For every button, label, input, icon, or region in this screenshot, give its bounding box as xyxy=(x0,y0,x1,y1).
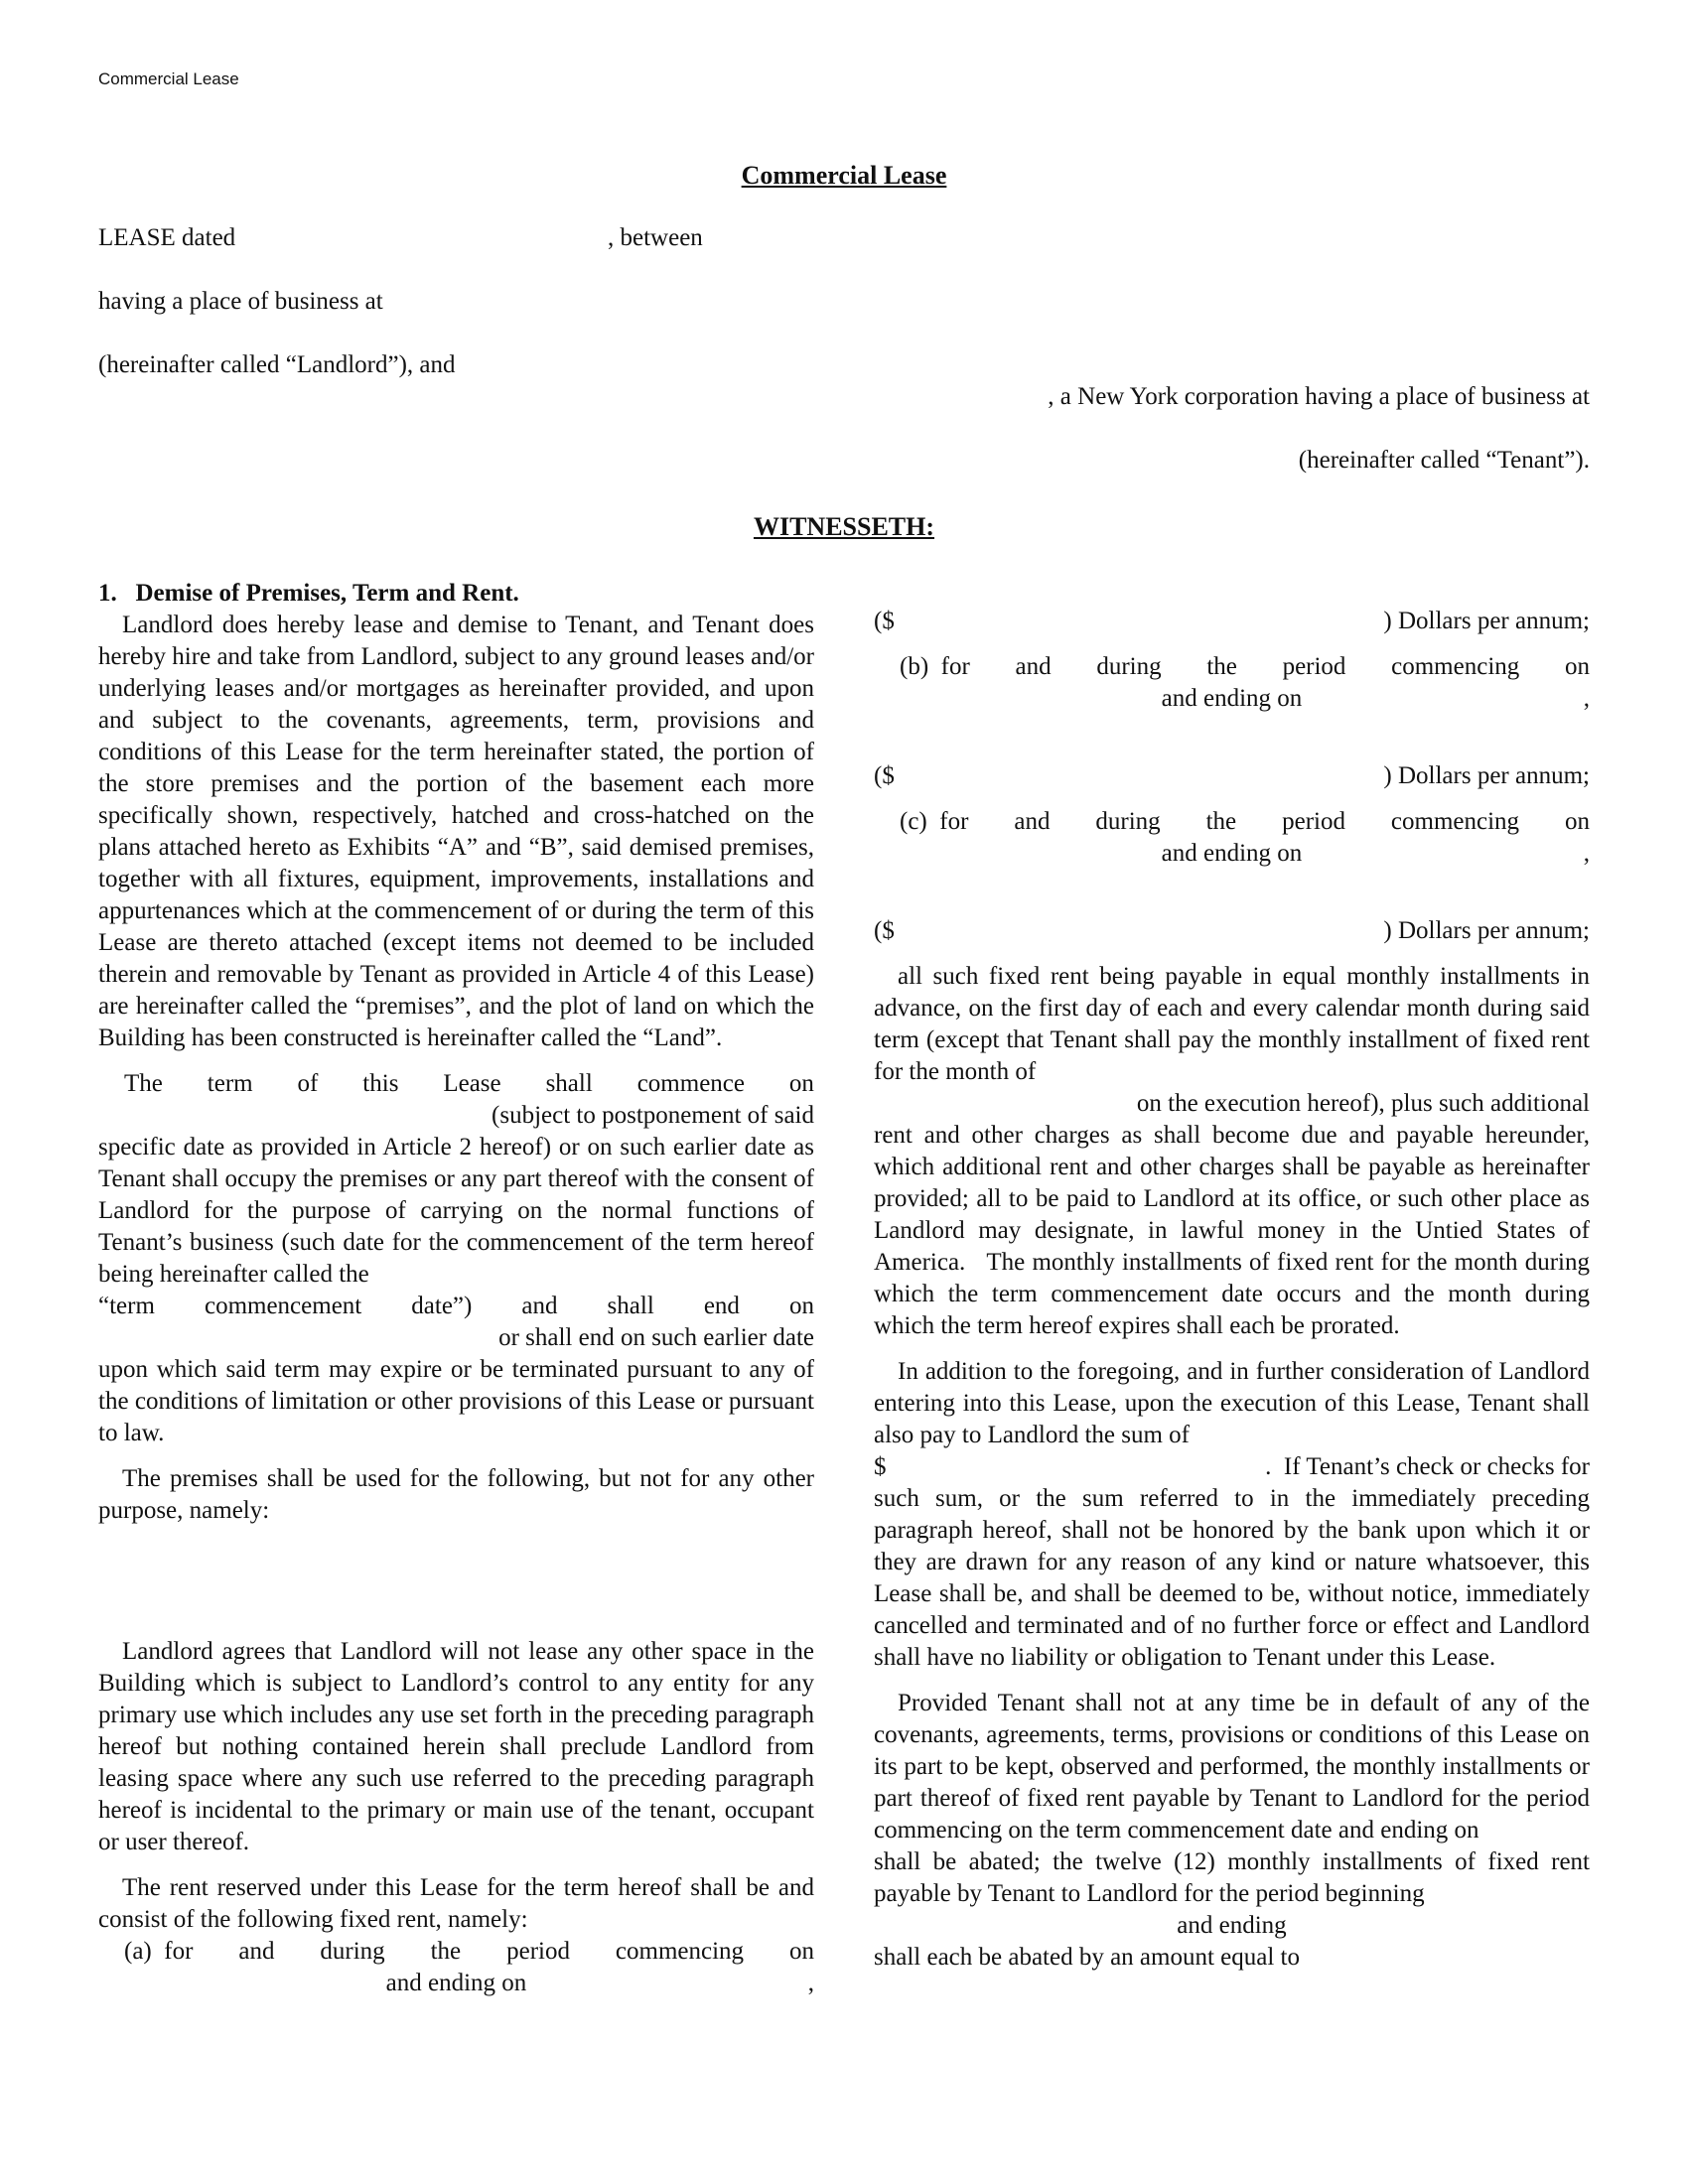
word: shall xyxy=(545,1070,593,1097)
between-label: , between xyxy=(608,224,703,251)
word: period xyxy=(1282,653,1346,680)
rent-item-b-ending xyxy=(874,683,1590,715)
term-commence-line xyxy=(98,1068,814,1100)
word: The xyxy=(124,1070,163,1097)
comma: , xyxy=(1583,685,1590,712)
right-column xyxy=(874,606,1590,1974)
use-paragraph: The premises shall be used for the following, but not for any other purpose, namely: xyxy=(98,1465,814,1524)
and-ending-on-label: and ending on xyxy=(1161,685,1303,712)
word: during xyxy=(320,1938,385,1965)
word: commencing xyxy=(615,1938,745,1965)
dollar-open: ($ xyxy=(874,762,895,789)
word: and xyxy=(1015,653,1052,680)
dollar-open: ($ xyxy=(874,917,895,944)
abatement-text-2: shall be abated; the twelve (12) monthly installments of fixed rent payable by Tenant to Landlord for the period beginning xyxy=(874,1848,1590,1907)
word: on xyxy=(788,1938,814,1965)
comma: , xyxy=(807,1970,814,1996)
rent-item-c-line xyxy=(874,806,1590,838)
comma: , xyxy=(1583,840,1590,867)
landlord-definition: (hereinafter called “Landlord”), and xyxy=(98,351,456,378)
word: Lease xyxy=(443,1070,501,1097)
rent-item-a-ending xyxy=(98,1968,814,1999)
word: period xyxy=(506,1938,570,1965)
addition-text-1: In addition to the foregoing, and in further consideration of Landlord entering into this Lease, upon the execution of this Lease, Tenant shall also pay to Landlord the sum of xyxy=(874,1358,1590,1448)
addition-paragraph xyxy=(874,1356,1590,1674)
word: commencement xyxy=(204,1293,362,1319)
word: “term xyxy=(98,1293,155,1319)
addition-check-text: . If Tenant’s check or checks for xyxy=(1265,1453,1590,1480)
dollars-per-annum: ) Dollars per annum; xyxy=(1383,917,1590,944)
word: (c) for xyxy=(900,808,969,835)
term-paragraph-middle: specific date as provided in Article 2 hereof) or on such earlier date as Tenant shall occupy the premises or any part thereof with the consent of Landlord for the purpose of carrying on the normal functions of Tenant’s business (such date for the commencement of the term hereof being hereinafter called the xyxy=(98,1134,814,1288)
dollars-per-annum: ) Dollars per annum; xyxy=(1383,608,1590,634)
word: date”) xyxy=(411,1293,473,1319)
tenant-definition: (hereinafter called “Tenant”). xyxy=(1298,447,1590,474)
word: (b) for xyxy=(900,653,970,680)
dollars-per-annum: ) Dollars per annum; xyxy=(1383,762,1590,789)
word: on xyxy=(1564,808,1590,835)
abatement-paragraph xyxy=(874,1688,1590,1974)
word: the xyxy=(1206,653,1237,680)
rent-item-a-line xyxy=(98,1936,814,1968)
word: on xyxy=(788,1293,814,1319)
place-of-business-label: having a place of business at xyxy=(98,288,383,315)
dollar-open: ($ xyxy=(874,608,895,634)
word: commence xyxy=(636,1070,745,1097)
witnesseth-heading: WITNESSETH: xyxy=(753,512,935,541)
word: shall xyxy=(607,1293,654,1319)
word: the xyxy=(430,1938,462,1965)
fixed-rent-text-2: on the execution hereof), plus such additional xyxy=(1136,1090,1590,1117)
word: and xyxy=(238,1938,275,1965)
word: of xyxy=(297,1070,319,1097)
term-paragraph-end: upon which said term may expire or be terminated pursuant to any of the conditions of limitation or other provisions of this Lease or pursuant to law. xyxy=(98,1356,814,1446)
term-earlier-date: or shall end on such earlier date xyxy=(498,1324,814,1351)
abatement-and-ending: and ending xyxy=(1177,1912,1287,1939)
section-1-heading: 1. Demise of Premises, Term and Rent. xyxy=(98,580,519,607)
rent-b-amount-line xyxy=(874,760,1590,792)
rent-c-amount-line xyxy=(874,915,1590,947)
addition-text-2: such sum, or the sum referred to in the immediately preceding paragraph hereof, shall not be honored by the bank upon which it or they are drawn for any reason of any kind or nature whatsoever, this Lease shall be, and shall be deemed to be, without notice, immediately cancelled and terminated and of no further force or effect and Landlord shall have no liability or obligation to Tenant under this Lease. xyxy=(874,1485,1590,1671)
landlord-agrees-paragraph: Landlord agrees that Landlord will not lease any other space in the Building which is subject to Landlord’s control to any entity for any primary use which includes any use set forth in the preceding paragraph hereof but nothing contained herein shall preclude Landlord from leasing space where any such use referred to the preceding paragraph hereof is incidental to the primary or main use of the tenant, occupant or user thereof. xyxy=(98,1638,814,1855)
word: (a) for xyxy=(124,1938,194,1965)
addition-dollar: $ xyxy=(874,1453,887,1480)
lease-dated-label: LEASE dated xyxy=(98,224,236,251)
rent-a-amount-line xyxy=(874,606,1590,637)
word: on xyxy=(1564,653,1590,680)
word: during xyxy=(1096,653,1162,680)
abatement-text-1: Provided Tenant shall not at any time be in default of any of the covenants, agreements, terms, provisions or conditions of this Lease on its part to be kept, observed and performed, the monthly installments or part thereof of fixed rent payable by Tenant to Landlord for the period commencing on the term commencement date and ending on xyxy=(874,1690,1590,1843)
word: and xyxy=(1014,808,1051,835)
fixed-rent-text-3: rent and other charges as shall become due and payable hereunder, which additional rent and other charges shall be payable as hereinafter provided; all to be paid to Landlord at its office, or such other place as Landlord may designate, in lawful money in the Untied States of America. The monthly installments of fixed rent for the month during which the term commencement date occurs and the month during which the term hereof expires shall each be prorated. xyxy=(874,1122,1590,1339)
demise-paragraph: Landlord does hereby lease and demise to Tenant, and Tenant does hereby hire and take from Landlord, subject to any ground leases and/or underlying leases and/or mortgages as hereinafter provided, and upon and subject to the covenants, agreements, term, provisions and conditions of this Lease for the term hereinafter stated, the portion of the store premises and the portion of the basement each more specifically shown, respectively, hatched and cross-hatched on the plans attached hereto as Exhibits “A” and “B”, said demised premises, together with all fixtures, equipment, improvements, installations and appurtenances which at the commencement of or during the term of this Lease are thereto attached (except items not deemed to be included therein and removable by Tenant as provided in Article 4 of this Lease) are hereinafter called the “premises”, and the plot of land on which the Building has been constructed is hereinafter called the “Land”. xyxy=(98,612,814,1051)
ny-corporation-label: , a New York corporation having a place of business at xyxy=(1048,383,1590,410)
rent-item-b-line xyxy=(874,651,1590,683)
word: the xyxy=(1205,808,1237,835)
and-ending-on-label: and ending on xyxy=(1161,840,1303,867)
word: and xyxy=(521,1293,558,1319)
word: term xyxy=(207,1070,253,1097)
word: period xyxy=(1282,808,1345,835)
fixed-rent-paragraph xyxy=(874,961,1590,1342)
rent-item-c-ending xyxy=(874,838,1590,870)
word: during xyxy=(1095,808,1161,835)
term-paragraph xyxy=(98,1068,814,1449)
left-column xyxy=(98,578,814,1999)
rent-reserved-paragraph: The rent reserved under this Lease for the term hereof shall be and consist of the following fixed rent, namely: xyxy=(98,1874,814,1933)
document-title: Commercial Lease xyxy=(741,161,947,190)
word: commencing xyxy=(1391,653,1520,680)
word: commencing xyxy=(1390,808,1520,835)
and-ending-on-label: and ending on xyxy=(385,1970,527,1996)
abatement-text-3: shall each be abated by an amount equal to xyxy=(874,1944,1301,1971)
fixed-rent-text-1: all such fixed rent being payable in equal monthly installments in advance, on the first day of each and every calendar month during said term (except that Tenant shall pay the monthly installment of fixed rent for the month of xyxy=(874,963,1590,1085)
term-end-line xyxy=(98,1291,814,1322)
word: this xyxy=(362,1070,399,1097)
running-header: Commercial Lease xyxy=(98,69,239,88)
term-postponement: (subject to postponement of said xyxy=(492,1102,814,1129)
word: on xyxy=(788,1070,814,1097)
word: end xyxy=(703,1293,740,1319)
